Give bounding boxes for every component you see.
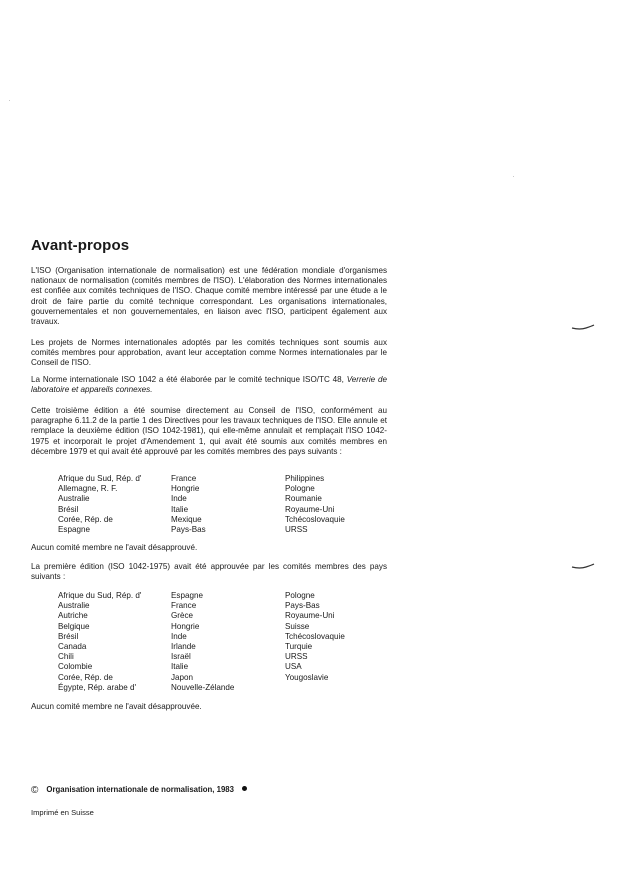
printed-in: Imprimé en Suisse [31,808,94,817]
country-name: Hongrie [171,621,200,631]
country-name: France [171,474,197,483]
country-name: Tchécoslovaquie [285,514,345,524]
country-name: Inde [171,631,187,641]
paragraph-technical-committee [31,375,387,395]
country-name: Mexique [171,514,202,524]
country-name: Brésil [58,504,79,514]
country-name: Brésil [58,631,79,641]
country-name: USA [285,662,302,672]
margin-revision-mark [570,559,596,571]
country-column-2 [171,474,206,535]
country-name: Inde [171,494,187,504]
country-name: Pays-Bas [285,601,320,611]
paragraph-no-disapproval-2: Aucun comité membre ne l'avait désapprouvée. [31,702,202,711]
country-name: Australie [58,494,90,504]
country-name: URSS [285,525,308,535]
paragraph-tc-title: Verrerie de laboratoire et appareils connexes. [31,375,387,395]
paragraph-tc-line: La Norme internationale ISO 1042 a été élaborée par le comité technique ISO/TC 48, [31,375,344,384]
country-column-3 [285,591,345,683]
copyright-text: Organisation internationale de normalisation, 1983 [46,785,234,794]
country-name: Irlande [171,642,196,652]
scan-speck [513,176,514,177]
paragraph-draft-standards: Les projets de Normes internationales adoptés par les comités techniques sont soumis aux comités membres pour approbation, avant leur acceptation comme Normes internationales par le Conseil de l'ISO. [31,338,387,368]
country-name: Pays-Bas [171,525,206,535]
country-name: URSS [285,652,308,662]
margin-revision-mark [570,320,596,332]
country-name: Philippines [285,474,325,483]
country-column-1 [58,591,141,693]
country-name: Hongrie [171,484,200,494]
country-name: Japon [171,672,194,682]
country-name: Israël [171,652,191,662]
country-name: Turquie [285,642,313,652]
country-name: Suisse [285,621,310,631]
country-name: Royaume-Uni [285,611,335,621]
country-name: Corée, Rép. de [58,672,113,682]
copyright-symbol: © [31,785,39,796]
country-name: Italie [171,662,189,672]
country-name: Égypte, Rép. arabe d' [58,682,137,692]
paragraph-iso-intro: L'ISO (Organisation internationale de normalisation) est une fédération mondiale d'organismes nationaux de normalisation (comités membres de l'ISO). L'élaboration des Normes internationales est confiée aux comités techniques de l'ISO. Chaque comité membre intéressé par une étude a le droit de faire partie du comité technique correspondant. Les organisations internationales, gouvernementales et non gouvernementales, en liaison avec l'ISO, participent également aux travaux. [31,266,387,327]
country-column-1 [58,474,141,535]
country-name: Afrique du Sud, Rép. d' [58,591,142,600]
country-name: Pologne [285,484,315,494]
country-column-2 [171,591,234,693]
country-name: Chili [58,652,74,662]
country-name: Autriche [58,611,88,621]
country-name: Roumanie [285,494,322,504]
country-name: Corée, Rép. de [58,514,113,524]
scan-speck [9,100,10,101]
paragraph-third-edition: Cette troisième édition a été soumise directement au Conseil de l'ISO, conformément au paragraphe 6.11.2 de la partie 1 des Directives pour les travaux techniques de l'ISO. Elle annule et remplace la deuxième édition (ISO 1042-1981), qui elle-même annulait et remplaçait l'ISO 1042-1975 et incorporait le projet d'Amendement 1, qui avait été soumis aux comités membres en décembre 1979 et qui avait été approuvé par les comités membres des pays suivants : [31,406,387,456]
country-name: Espagne [58,525,90,535]
country-name: Grèce [171,611,194,621]
country-name: Allemagne, R. F. [58,484,118,494]
country-column-3 [285,474,345,535]
country-name: France [171,601,197,611]
country-name: Belgique [58,621,90,631]
country-name: Nouvelle-Zélande [171,682,235,692]
country-name: Colombie [58,662,93,672]
copyright-line [31,784,247,795]
country-name: Royaume-Uni [285,504,335,514]
country-name: Tchécoslovaquie [285,631,345,641]
bullet-dot-icon [242,786,247,791]
country-name: Canada [58,642,87,652]
page-title: Avant-propos [31,237,130,254]
paragraph-no-disapproval-1: Aucun comité membre ne l'avait désapprouvé. [31,543,198,552]
paragraph-first-edition: La première édition (ISO 1042-1975) avait été approuvée par les comités membres des pays suivants : [31,562,387,582]
country-name: Yougoslavie [285,672,329,682]
country-name: Afrique du Sud, Rép. d' [58,474,142,483]
country-name: Australie [58,601,90,611]
country-name: Italie [171,504,189,514]
country-name: Pologne [285,591,315,600]
country-name: Espagne [171,591,203,600]
